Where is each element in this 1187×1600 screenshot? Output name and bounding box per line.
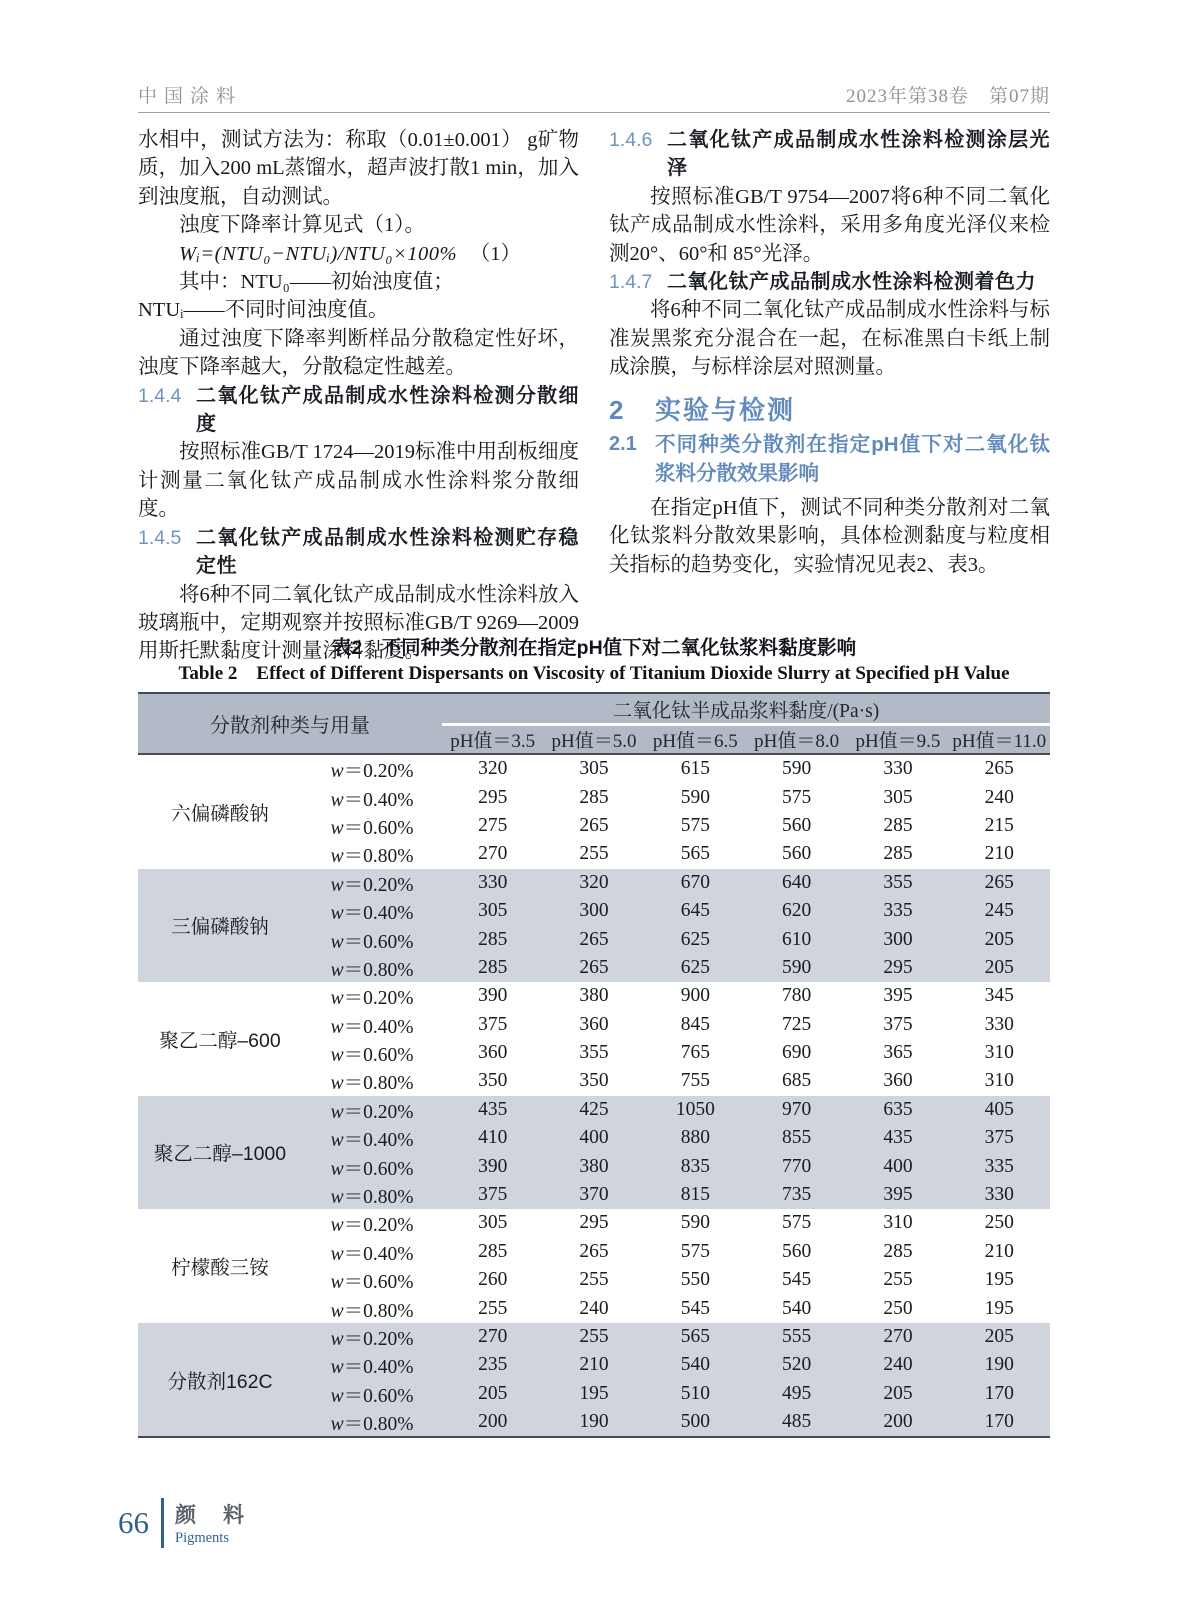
dosage-cell: w＝0.80% xyxy=(330,1300,414,1322)
viscosity-value-cell: 240 xyxy=(579,1297,609,1319)
paragraph: 将6种不同二氧化钛产成品制成水性涂料放入玻璃瓶中，定期观察并按照标准GB/T 9269—2009用斯托默黏度计测量涂料黏度。 xyxy=(138,583,579,663)
viscosity-value-cell: 255 xyxy=(478,1297,508,1319)
viscosity-value-cell: 195 xyxy=(984,1269,1014,1291)
dosage-cell: w＝0.20% xyxy=(302,1323,442,1351)
viscosity-value-cell: 255 xyxy=(579,1269,609,1291)
viscosity-value-cell: 555 xyxy=(746,1323,847,1351)
viscosity-value-cell: 685 xyxy=(782,1070,812,1092)
table2-title-en: Table 2 Effect of Different Dispersants on Viscosity of Titanium Dioxide Slurry at Specified pH Value xyxy=(178,663,1010,684)
dosage-cell: w＝0.60% xyxy=(330,1045,414,1067)
dispersant-name-cell: 分散剂162C xyxy=(138,1323,302,1438)
dosage-cell: w＝0.40% xyxy=(302,1351,442,1379)
paragraph: 将6种不同二氧化钛产成品制成水性涂料与标准炭黑浆充分混合在一起，在标准黑白卡纸上制成涂膜，与标样涂层对照测量。 xyxy=(609,299,1050,379)
viscosity-value-cell: 360 xyxy=(883,1070,913,1092)
viscosity-value-cell: 970 xyxy=(746,1096,847,1124)
dosage-cell: w＝0.20% xyxy=(330,761,414,783)
viscosity-value-cell: 590 xyxy=(746,954,847,982)
heading-text: 实验与检测 xyxy=(655,394,796,425)
viscosity-value-cell: 345 xyxy=(984,985,1014,1007)
dosage-cell: w＝0.60% xyxy=(330,1272,414,1294)
viscosity-value-cell: 835 xyxy=(645,1152,746,1180)
dosage-cell: w＝0.80% xyxy=(330,846,414,868)
viscosity-value-cell: 375 xyxy=(883,1013,913,1035)
subsection-heading-1-4-5 xyxy=(138,524,579,581)
viscosity-value-cell: 880 xyxy=(645,1124,746,1152)
section-heading-2-1 xyxy=(609,430,1050,488)
viscosity-value-cell: 205 xyxy=(949,925,1050,953)
viscosity-value-cell: 510 xyxy=(645,1380,746,1408)
heading-number: 2 xyxy=(609,394,624,425)
viscosity-value-cell: 320 xyxy=(543,869,644,897)
viscosity-value-cell: 320 xyxy=(478,758,508,780)
viscosity-value-cell: 285 xyxy=(442,954,543,982)
viscosity-value-cell: 540 xyxy=(782,1297,812,1319)
viscosity-value-cell: 485 xyxy=(746,1408,847,1437)
viscosity-value-cell: 295 xyxy=(579,1212,609,1234)
viscosity-value-cell: 285 xyxy=(883,843,913,865)
table-row xyxy=(138,1096,1050,1124)
viscosity-value-cell: 295 xyxy=(478,786,508,808)
subsection-heading-1-4-4 xyxy=(138,382,579,439)
viscosity-value-cell: 350 xyxy=(478,1070,508,1092)
viscosity-value-cell: 355 xyxy=(847,869,948,897)
dosage-cell: w＝0.20% xyxy=(330,988,414,1010)
viscosity-value-cell: 375 xyxy=(949,1124,1050,1152)
running-head xyxy=(138,78,1050,113)
equation-1 xyxy=(138,240,579,268)
heading-text: 二氧化钛产成品制成水性涂料检测贮存稳定性 xyxy=(196,526,579,578)
dispersant-name-cell: 聚乙二醇–600 xyxy=(159,1029,281,1052)
footer-section-zh: 颜 料 xyxy=(175,1504,247,1527)
viscosity-value-cell: 335 xyxy=(949,1152,1050,1180)
viscosity-value-cell: 300 xyxy=(543,897,644,925)
viscosity-value-cell: 520 xyxy=(746,1351,847,1379)
heading-number: 1.4.5 xyxy=(138,526,182,549)
viscosity-value-cell: 625 xyxy=(645,925,746,953)
dosage-cell: w＝0.80% xyxy=(302,1408,442,1437)
paragraph: 水相中，测试方法为：称取（0.01±0.001） g矿物质，加入200 mL蒸馏水，超声波打散1 min，加入到浊度瓶，自动测试。 xyxy=(138,129,579,208)
viscosity-value-cell: 265 xyxy=(579,814,609,836)
viscosity-value-cell: 845 xyxy=(680,1013,710,1035)
viscosity-value-cell: 540 xyxy=(645,1351,746,1379)
viscosity-value-cell: 355 xyxy=(579,1042,609,1064)
footer-section-en: Pigments xyxy=(175,1530,229,1546)
viscosity-value-cell: 195 xyxy=(543,1380,644,1408)
viscosity-value-cell: 265 xyxy=(579,1240,609,1262)
table2-title-zh: 表2 不同种类分散剂在指定pH值下对二氧化钛浆料黏度影响 xyxy=(331,637,857,659)
viscosity-value-cell: 190 xyxy=(949,1351,1050,1379)
viscosity-value-cell: 1050 xyxy=(645,1096,746,1124)
viscosity-value-cell: 215 xyxy=(984,814,1014,836)
viscosity-value-cell: 330 xyxy=(949,1181,1050,1209)
viscosity-value-cell: 200 xyxy=(847,1408,948,1437)
viscosity-value-cell: 380 xyxy=(543,1152,644,1180)
viscosity-value-cell: 640 xyxy=(746,869,847,897)
section-heading-2 xyxy=(609,396,1050,424)
viscosity-value-cell: 210 xyxy=(984,843,1014,865)
viscosity-value-cell: 250 xyxy=(984,1212,1014,1234)
dispersant-name-cell: 六偏磷酸钠 xyxy=(171,802,269,825)
viscosity-value-cell: 575 xyxy=(680,1240,710,1262)
viscosity-value-cell: 205 xyxy=(847,1380,948,1408)
viscosity-value-cell: 435 xyxy=(847,1124,948,1152)
viscosity-value-cell: 610 xyxy=(746,925,847,953)
viscosity-value-cell: 615 xyxy=(680,758,710,780)
right-column xyxy=(609,126,1050,579)
paragraph: 按照标准GB/T 9754—2007将6种不同二氧化钛产成品制成水性涂料，采用多角度光泽仪来检测20°、60°和 85°光泽。 xyxy=(609,185,1050,265)
viscosity-value-cell: 400 xyxy=(543,1124,644,1152)
viscosity-value-cell: 305 xyxy=(478,1212,508,1234)
viscosity-value-cell: 260 xyxy=(478,1269,508,1291)
dosage-cell: w＝0.40% xyxy=(330,789,414,811)
viscosity-value-cell: 645 xyxy=(645,897,746,925)
column-header-ph: pH值＝8.0 xyxy=(746,725,847,755)
viscosity-value-cell: 275 xyxy=(478,814,508,836)
paragraph: 通过浊度下降率判断样品分散稳定性好坏，浊度下降率越大，分散稳定性越差。 xyxy=(138,327,579,379)
viscosity-value-cell: 620 xyxy=(746,897,847,925)
paragraph: 浊度下降率计算见式（1）。 xyxy=(179,214,425,237)
dosage-cell: w＝0.40% xyxy=(330,1016,414,1038)
heading-number: 1.4.7 xyxy=(609,271,653,294)
viscosity-value-cell: 575 xyxy=(782,786,812,808)
viscosity-value-cell: 815 xyxy=(645,1181,746,1209)
table-body xyxy=(138,754,1050,1437)
viscosity-value-cell: 590 xyxy=(782,758,812,780)
viscosity-value-cell: 270 xyxy=(478,843,508,865)
dosage-cell: w＝0.20% xyxy=(330,1215,414,1237)
viscosity-value-cell: 285 xyxy=(883,1240,913,1262)
viscosity-value-cell: 435 xyxy=(442,1096,543,1124)
viscosity-value-cell: 205 xyxy=(442,1380,543,1408)
viscosity-value-cell: 405 xyxy=(949,1096,1050,1124)
dosage-cell: w＝0.80% xyxy=(302,954,442,982)
viscosity-value-cell: 565 xyxy=(680,843,710,865)
viscosity-value-cell: 670 xyxy=(645,869,746,897)
viscosity-value-cell: 305 xyxy=(579,758,609,780)
viscosity-value-cell: 265 xyxy=(984,758,1014,780)
viscosity-value-cell: 855 xyxy=(746,1124,847,1152)
journal-name: 中国涂料 xyxy=(138,86,243,107)
table-row xyxy=(138,754,1050,783)
viscosity-value-cell: 250 xyxy=(883,1297,913,1319)
viscosity-value-cell: 240 xyxy=(984,786,1014,808)
table-row xyxy=(138,1323,1050,1351)
viscosity-value-cell: 370 xyxy=(543,1181,644,1209)
viscosity-value-cell: 210 xyxy=(984,1240,1014,1262)
viscosity-value-cell: 285 xyxy=(883,814,913,836)
viscosity-value-cell: 375 xyxy=(478,1013,508,1035)
heading-text: 不同种类分散剂在指定pH值下对二氧化钛浆料分散效果影响 xyxy=(655,433,1050,486)
viscosity-value-cell: 725 xyxy=(782,1013,812,1035)
viscosity-value-cell: 200 xyxy=(442,1408,543,1437)
viscosity-value-cell: 240 xyxy=(847,1351,948,1379)
dosage-cell: w＝0.20% xyxy=(302,869,442,897)
footer-divider-bar xyxy=(161,1498,164,1548)
left-column xyxy=(138,126,579,666)
paragraph: 按照标准GB/T 1724—2019标准中用刮板细度计测量二氧化钛产成品制成水性涂料浆分散细度。 xyxy=(138,441,579,521)
subsection-heading-1-4-7 xyxy=(609,268,1050,296)
viscosity-value-cell: 330 xyxy=(883,758,913,780)
viscosity-value-cell: 350 xyxy=(579,1070,609,1092)
page-footer xyxy=(118,1494,247,1552)
dosage-cell: w＝0.60% xyxy=(302,925,442,953)
equation-number: （1） xyxy=(469,242,521,265)
table2-viscosity xyxy=(138,692,1050,1438)
viscosity-value-cell: 900 xyxy=(680,985,710,1007)
heading-text: 二氧化钛产成品制成水性涂料检测着色力 xyxy=(667,271,1036,294)
paragraph: 其中：NTU₀——初始浊度值； xyxy=(179,271,454,294)
viscosity-value-cell: 330 xyxy=(984,1013,1014,1035)
dosage-cell: w＝0.80% xyxy=(302,1181,442,1209)
viscosity-value-cell: 285 xyxy=(478,1240,508,1262)
viscosity-value-cell: 565 xyxy=(645,1323,746,1351)
table-row xyxy=(138,1209,1050,1237)
heading-number: 2.1 xyxy=(609,433,637,456)
dispersant-name-cell: 三偏磷酸钠 xyxy=(138,869,302,983)
column-header-ph: pH值＝9.5 xyxy=(847,725,948,755)
viscosity-value-cell: 390 xyxy=(442,1152,543,1180)
footer-section xyxy=(175,1499,247,1547)
column-header-ph: pH值＝6.5 xyxy=(645,725,746,755)
column-header-viscosity-span: 二氧化钛半成品浆料黏度/(Pa·s) xyxy=(442,693,1050,725)
column-header-ph: pH值＝11.0 xyxy=(949,725,1050,755)
viscosity-value-cell: 195 xyxy=(984,1297,1014,1319)
column-header-ph: pH值＝3.5 xyxy=(442,725,543,755)
viscosity-value-cell: 380 xyxy=(579,985,609,1007)
dispersant-name-cell: 聚乙二醇–1000 xyxy=(138,1096,302,1210)
viscosity-value-cell: 205 xyxy=(949,954,1050,982)
viscosity-value-cell: 310 xyxy=(984,1070,1014,1092)
viscosity-value-cell: 310 xyxy=(984,1042,1014,1064)
viscosity-value-cell: 255 xyxy=(543,1323,644,1351)
viscosity-value-cell: 735 xyxy=(746,1181,847,1209)
viscosity-value-cell: 365 xyxy=(883,1042,913,1064)
dosage-cell: w＝0.40% xyxy=(302,1124,442,1152)
viscosity-value-cell: 235 xyxy=(442,1351,543,1379)
table-row xyxy=(138,982,1050,1010)
viscosity-value-cell: 625 xyxy=(645,954,746,982)
page-number: 66 xyxy=(118,1505,149,1540)
viscosity-value-cell: 400 xyxy=(847,1152,948,1180)
viscosity-value-cell: 765 xyxy=(680,1042,710,1064)
paragraph: NTUᵢ——不同时间浊度值。 xyxy=(138,299,389,322)
viscosity-value-cell: 390 xyxy=(478,985,508,1007)
viscosity-value-cell: 205 xyxy=(949,1323,1050,1351)
viscosity-value-cell: 545 xyxy=(782,1269,812,1291)
viscosity-value-cell: 265 xyxy=(543,925,644,953)
viscosity-value-cell: 265 xyxy=(543,954,644,982)
issue-info: 2023年第38卷 第07期 xyxy=(845,86,1050,107)
viscosity-value-cell: 550 xyxy=(680,1269,710,1291)
viscosity-value-cell: 170 xyxy=(949,1408,1050,1437)
viscosity-value-cell: 425 xyxy=(543,1096,644,1124)
column-header-dispersant: 分散剂种类与用量 xyxy=(138,693,442,754)
viscosity-value-cell: 410 xyxy=(442,1124,543,1152)
subsection-heading-1-4-6 xyxy=(609,126,1050,183)
dosage-cell: w＝0.40% xyxy=(330,1243,414,1265)
viscosity-value-cell: 330 xyxy=(442,869,543,897)
viscosity-value-cell: 360 xyxy=(478,1042,508,1064)
viscosity-value-cell: 335 xyxy=(847,897,948,925)
viscosity-value-cell: 310 xyxy=(883,1212,913,1234)
viscosity-value-cell: 190 xyxy=(543,1408,644,1437)
dispersant-name-cell: 柠檬酸三铵 xyxy=(171,1257,269,1280)
paragraph: 在指定pH值下，测试不同种类分散剂对二氧化钛浆料分散效果影响，具体检测黏度与粒度相关指标的趋势变化，实验情况见表2、表3。 xyxy=(609,497,1050,576)
viscosity-value-cell: 635 xyxy=(847,1096,948,1124)
heading-text: 二氧化钛产成品制成水性涂料检测涂层光泽 xyxy=(667,129,1050,180)
viscosity-value-cell: 560 xyxy=(782,843,812,865)
equation-body: Wᵢ=(NTU₀−NTUᵢ)/NTU₀×100% xyxy=(179,242,458,265)
viscosity-value-cell: 780 xyxy=(782,985,812,1007)
viscosity-value-cell: 285 xyxy=(442,925,543,953)
viscosity-value-cell: 375 xyxy=(442,1181,543,1209)
viscosity-value-cell: 690 xyxy=(782,1042,812,1064)
viscosity-value-cell: 270 xyxy=(442,1323,543,1351)
viscosity-value-cell: 495 xyxy=(746,1380,847,1408)
viscosity-value-cell: 395 xyxy=(883,985,913,1007)
column-header-ph: pH值＝5.0 xyxy=(543,725,644,755)
viscosity-value-cell: 305 xyxy=(442,897,543,925)
viscosity-value-cell: 770 xyxy=(746,1152,847,1180)
viscosity-value-cell: 265 xyxy=(949,869,1050,897)
viscosity-value-cell: 360 xyxy=(579,1013,609,1035)
viscosity-value-cell: 560 xyxy=(782,1240,812,1262)
viscosity-value-cell: 575 xyxy=(782,1212,812,1234)
viscosity-value-cell: 500 xyxy=(645,1408,746,1437)
viscosity-value-cell: 245 xyxy=(949,897,1050,925)
heading-number: 1.4.6 xyxy=(609,129,653,151)
table-header xyxy=(138,693,1050,754)
viscosity-value-cell: 170 xyxy=(949,1380,1050,1408)
dosage-cell: w＝0.80% xyxy=(330,1073,414,1095)
dosage-cell: w＝0.60% xyxy=(302,1152,442,1180)
viscosity-value-cell: 270 xyxy=(847,1323,948,1351)
viscosity-value-cell: 255 xyxy=(883,1269,913,1291)
dosage-cell: w＝0.60% xyxy=(330,817,414,839)
viscosity-value-cell: 255 xyxy=(579,843,609,865)
viscosity-value-cell: 210 xyxy=(543,1351,644,1379)
viscosity-value-cell: 295 xyxy=(847,954,948,982)
viscosity-value-cell: 755 xyxy=(680,1070,710,1092)
heading-number: 1.4.4 xyxy=(138,384,182,407)
heading-text: 二氧化钛产成品制成水性涂料检测分散细度 xyxy=(196,384,579,436)
dosage-cell: w＝0.40% xyxy=(302,897,442,925)
viscosity-value-cell: 395 xyxy=(847,1181,948,1209)
dosage-cell: w＝0.20% xyxy=(302,1096,442,1124)
viscosity-value-cell: 560 xyxy=(782,814,812,836)
viscosity-value-cell: 300 xyxy=(847,925,948,953)
viscosity-value-cell: 305 xyxy=(883,786,913,808)
table-row xyxy=(138,869,1050,897)
viscosity-value-cell: 545 xyxy=(680,1297,710,1319)
viscosity-value-cell: 590 xyxy=(680,786,710,808)
viscosity-value-cell: 285 xyxy=(579,786,609,808)
dosage-cell: w＝0.60% xyxy=(302,1380,442,1408)
viscosity-value-cell: 575 xyxy=(680,814,710,836)
viscosity-value-cell: 590 xyxy=(680,1212,710,1234)
